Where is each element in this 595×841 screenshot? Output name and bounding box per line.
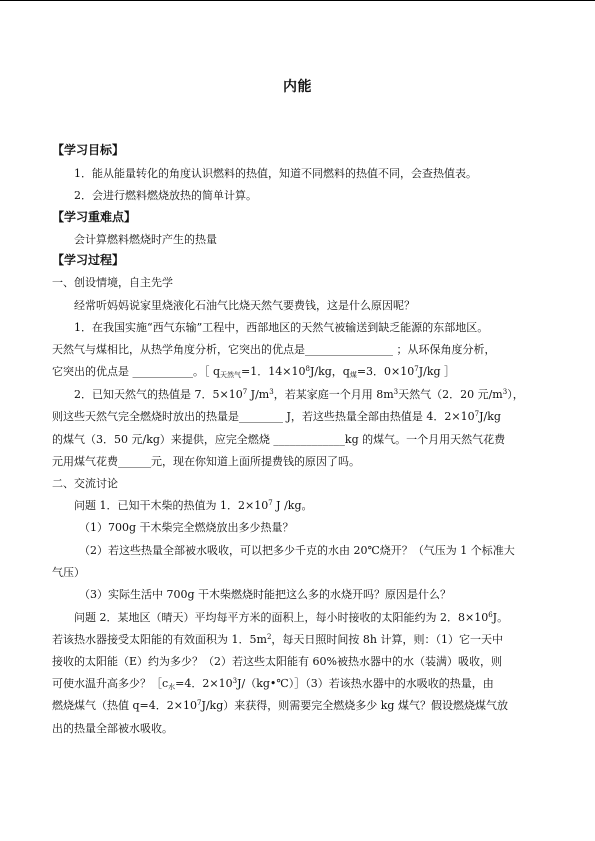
part1-heading: 一、创设情境，自主先学	[52, 276, 173, 289]
key-points-heading: 【学习重难点】	[52, 210, 137, 224]
learning-goal-1: 1．能从能量转化的角度认识燃料的热值，知道不同燃料的热值不同，会查热值表。	[74, 167, 477, 180]
problem1-sub2-line1: （2）若这些热量全部被水吸收，可以把多少千克的水由 20℃烧开？（气压为 1 个标准大	[79, 544, 515, 557]
question2-line4: 元用煤气花费______元，现在你知道上面所提费钱的原因了吗。	[52, 455, 360, 468]
learning-goals-heading: 【学习目标】	[52, 143, 125, 157]
part1-intro: 经常听妈妈说家里烧液化石油气比烧天然气要费钱，这是什么原因呢？	[74, 299, 415, 312]
problem2-line4: 可使水温升高多少？$[c_水=4$．$2\times 10^3J/(kg•℃)](3)$若该热水器中的水吸收的热量，由	[52, 677, 494, 691]
problem2-line3: 接收的太阳能（E）约为多少？（2）若这些太阳能有 60%被热水器中的水（装满）吸收，则	[52, 655, 502, 668]
problem1-sub2-line2: 气压）	[52, 566, 85, 579]
learning-process-heading: 【学习过程】	[52, 253, 125, 267]
problem2-line5: 燃烧煤气（热值 q=4．$2\times 10^7J/kg$）来获得，则需要完全燃烧多少 kg 煤气？假设燃烧煤气放	[52, 699, 508, 712]
problem2-line2: 若该热水器接受太阳能的有效面积为 1．$5m^2$，每天日照时间按 8h 计算，则：（1）它一天中	[52, 633, 503, 646]
problem1-statement: 问题 1．已知干木柴的热值为 1．$2\times 10^7$ J /kg。	[74, 499, 313, 512]
page-title: 内能	[283, 79, 312, 95]
problem1-sub1: （1）700g 干木柴完全燃烧放出多少热量？	[79, 521, 294, 534]
question2-line1: 2．已知天然气的热值是 7．$5\times 10^7$ $J/m^3$，若某家庭一个月用 $8m^3$天然气（2．20 元$/m^3$），	[74, 388, 524, 401]
key-points-text: 会计算燃料燃烧时产生的热量	[74, 233, 217, 246]
learning-goal-2: 2．会进行燃料燃烧放热的简单计算。	[74, 189, 257, 202]
problem2-line1: 问题 2．某地区（晴天）平均每平方米的面积上，每小时接收的太阳能约为 2．$8\times 10^6J$。	[74, 611, 509, 624]
question1-line3: 它突出的优点是 ___________。［ $q_{天然气}=1$．$14\times 10^8J/kg$，$q_煤=3$．$0\times 10^7J/kg$ ］	[52, 365, 456, 379]
part2-heading: 二、交流讨论	[52, 477, 118, 490]
problem1-sub3: （3）实际生活中 700g 干木柴燃烧时能把这么多的水烧开吗？原因是什么？	[79, 588, 452, 601]
question2-line3: 的煤气（3．50 元/kg）来提供，应完全燃烧 _____________kg 的煤气。一个月用天然气花费	[52, 433, 506, 446]
question1-line2: 天然气与煤相比，从热学角度分析，它突出的优点是________________ ；从环保角度分析，	[52, 343, 496, 356]
question2-line2: 则这些天然气完全燃烧时放出的热量是________ J，若这些热量全部由热值是 4．$2\times 10^7J/kg$	[52, 410, 501, 423]
problem2-line6: 出的热量全部被水吸收。	[52, 722, 173, 735]
question1-line1: 1．在我国实施“西气东输”工程中，西部地区的天然气被输送到缺乏能源的东部地区。	[74, 321, 489, 334]
